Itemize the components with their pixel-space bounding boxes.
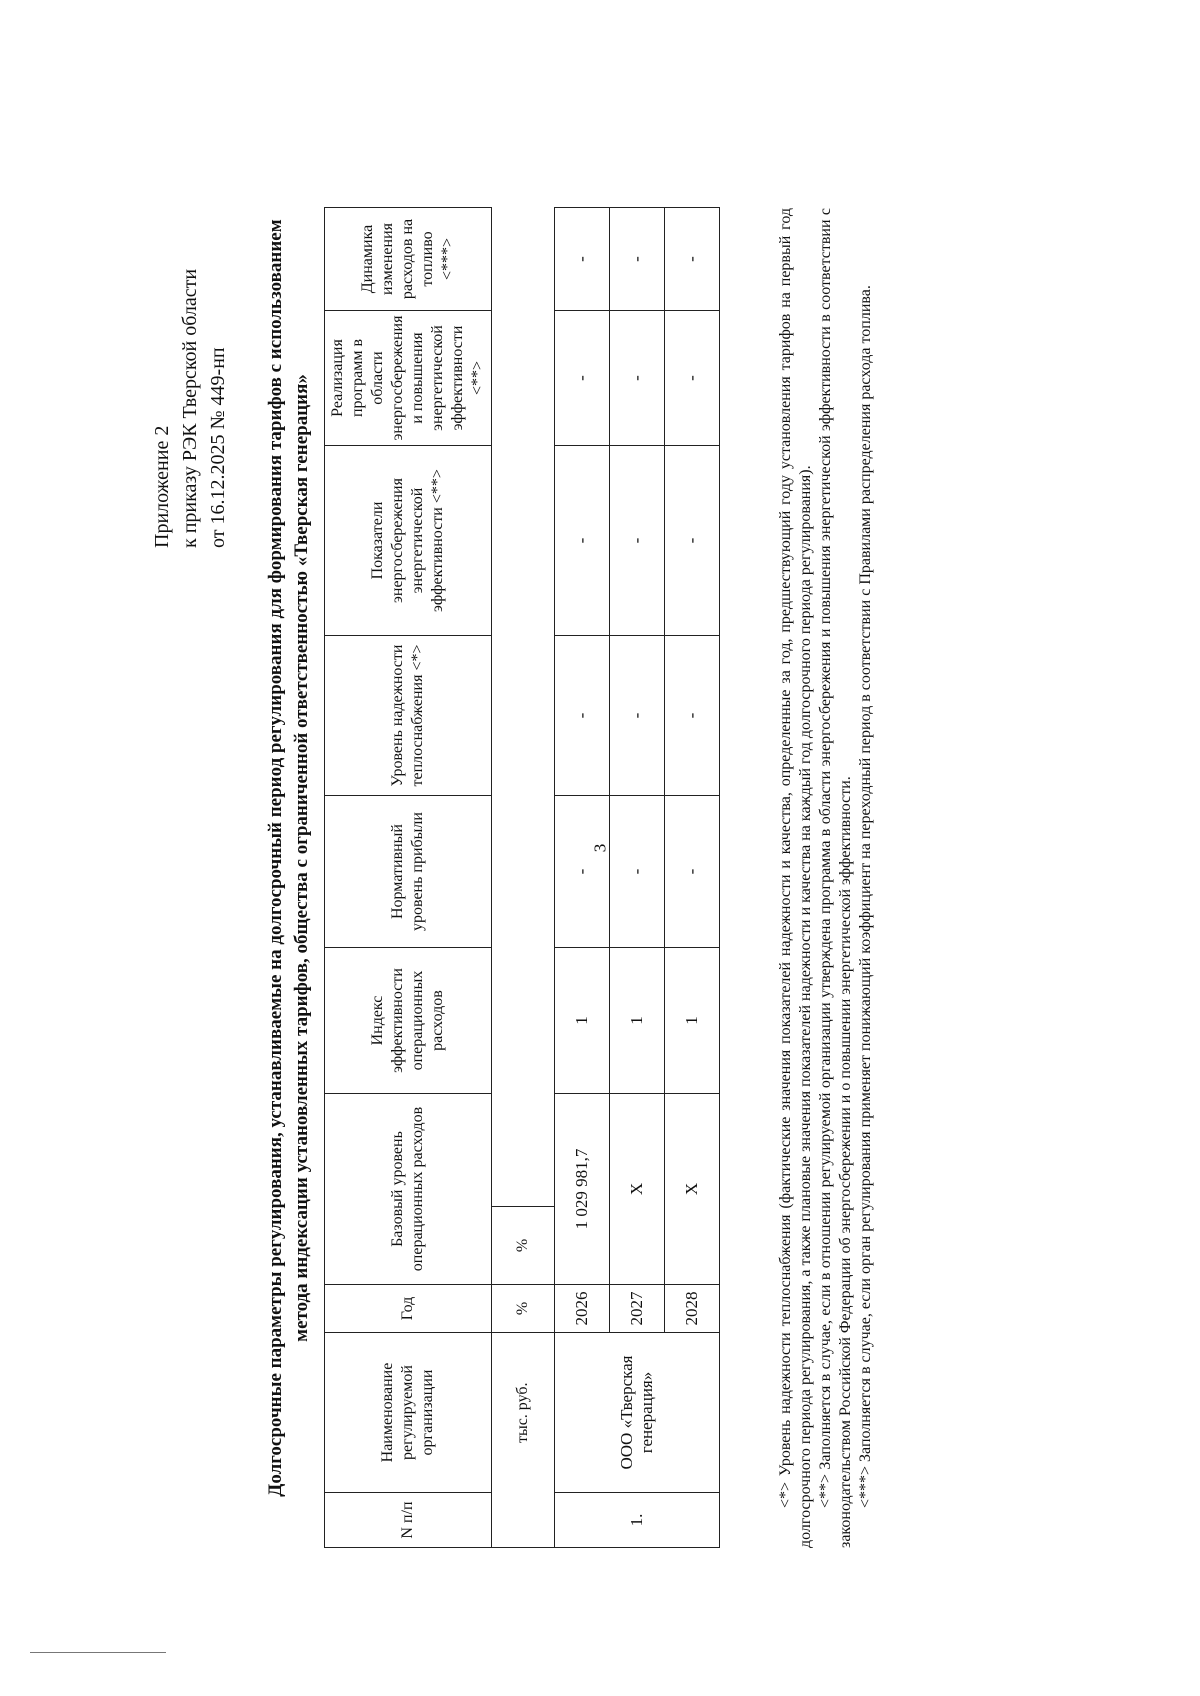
unit-efficiency-index: % <box>492 1285 555 1333</box>
cell-efficiency-index: 1 <box>610 948 665 1094</box>
rotated-document-content <box>148 158 1048 1558</box>
document-title <box>263 158 315 1558</box>
cell-base-opex: Х <box>665 1094 720 1285</box>
cell-year: 2028 <box>665 1285 720 1333</box>
cell-energy-indicators: - <box>555 446 610 636</box>
cell-base-opex: Х <box>610 1094 665 1285</box>
unit-base-opex: тыс. руб. <box>492 1333 555 1493</box>
footer-divider <box>30 1652 166 1653</box>
cell-reliability: - <box>555 636 610 796</box>
footnote-fuel: <***> Заполняется в случае, если орган регулирования применяет понижающий коэффициент на переходный период в соответствии с Правилами распределения расхода топлива. <box>857 285 874 1508</box>
cell-energy-programs: - <box>555 311 610 446</box>
appendix-line-2: к приказу РЭК Тверской области <box>179 268 201 548</box>
table-row <box>555 208 610 1548</box>
cell-profit-level: - <box>555 796 610 948</box>
cell-fuel-dynamics: - <box>610 208 665 311</box>
row-organization: ООО «Тверская генерация» <box>555 1333 720 1493</box>
parameters-table <box>324 207 720 1548</box>
appendix-line-3: от 16.12.2025 № 449-нп <box>207 347 229 548</box>
row-number: 1. <box>555 1493 720 1548</box>
header-efficiency-index: Индекс эффективности операционных расходов <box>325 948 492 1094</box>
cell-fuel-dynamics: - <box>555 208 610 311</box>
header-fuel-dynamics: Динамика изменения расходов на топливо <***> <box>325 208 492 311</box>
table-header-row <box>325 208 492 1548</box>
table-units-row <box>492 208 555 1548</box>
page-number: 3 <box>590 843 609 853</box>
header-num: N п/п <box>325 1493 492 1548</box>
cell-year: 2027 <box>610 1285 665 1333</box>
cell-profit-level: - <box>665 796 720 948</box>
cell-energy-indicators: - <box>665 446 720 636</box>
document-title-line-2: метода индексации установленных тарифов, общества с ограниченной ответственностью «Тверская генерация» <box>291 374 312 1342</box>
cell-energy-programs: - <box>610 311 665 446</box>
cell-energy-programs: - <box>665 311 720 446</box>
header-organization: Наименование регулируемой организации <box>325 1333 492 1493</box>
cell-energy-indicators: - <box>610 446 665 636</box>
unit-profit-level: % <box>492 1207 555 1285</box>
header-energy-indicators: Показатели энергосбережения энергетической эффективности <**> <box>325 446 492 636</box>
appendix-line-1: Приложение 2 <box>151 425 173 548</box>
footnote-energy-program: <**> Заполняется в случае, если в отношении регулируемой организации утверждена программа в области энергосбережения и повышения энергетической эффективности в соответствии с законодательством Российской Федерации об энергосбережении и о повышении энергетической эффективности. <box>817 208 854 1548</box>
cell-fuel-dynamics: - <box>665 208 720 311</box>
unit-spacer <box>492 1493 555 1548</box>
header-base-opex: Базовый уровень операционных расходов <box>325 1094 492 1285</box>
header-year: Год <box>325 1285 492 1333</box>
footnote-reliability: <*> Уровень надежности теплоснабжения (фактические значения показателей надежности и качества, определенные за год, предшествующий году установления тарифов на первый год долгосрочного периода регулирования, а также плановые значения показателей надежности и качества на каждый год долгосрочного периода регулирования). <box>777 208 814 1548</box>
cell-base-opex: 1 029 981,7 <box>555 1094 610 1285</box>
cell-year: 2026 <box>555 1285 610 1333</box>
document-title-line-1: Долгосрочные параметры регулирования, устанавливаемые на долгосрочный период регулирования для формирования тарифов с использованием <box>265 219 286 1497</box>
footnotes <box>776 208 876 1548</box>
appendix-reference <box>148 168 232 548</box>
header-reliability: Уровень надежности теплоснабжения <*> <box>325 636 492 796</box>
cell-efficiency-index: 1 <box>665 948 720 1094</box>
header-energy-programs: Реализация программ в области энергосбережения и повышения энергетической эффективности <**> <box>325 311 492 446</box>
cell-reliability: - <box>610 636 665 796</box>
cell-reliability: - <box>665 636 720 796</box>
header-profit-level: Нормативный уровень прибыли <box>325 796 492 948</box>
cell-profit-level: - <box>610 796 665 948</box>
cell-efficiency-index: 1 <box>555 948 610 1094</box>
